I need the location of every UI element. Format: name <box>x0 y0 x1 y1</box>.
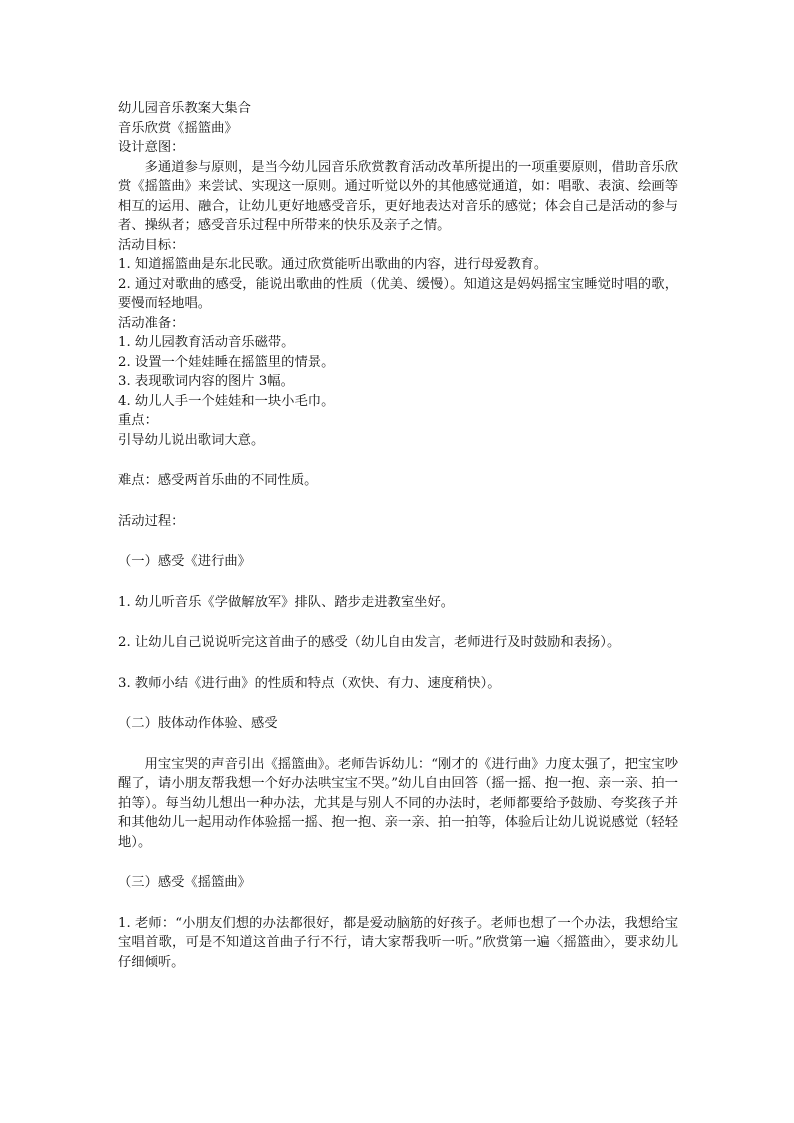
goal-item: 1. 知道摇篮曲是东北民歌。通过欣赏能听出歌曲的内容，进行母爱教育。 <box>118 257 548 272</box>
difficulty-text: 难点：感受两首乐曲的不同性质。 <box>118 473 318 488</box>
section-heading: （三）感受《摇篮曲》 <box>118 875 251 890</box>
section-paragraph: 1. 老师：“小朋友们想的办法都很好，都是爱动脑筋的好孩子。老师也想了一个办法，我想给宝宝唱首歌，可是不知道这首曲子行不行，请大家帮我听一听。”欣赏第一遍〈摇篮曲〉，要求幼儿仔细倾听。 <box>118 915 678 970</box>
spacer <box>118 693 678 714</box>
prep-item: 3. 表现歌词内容的图片 3幅。 <box>118 374 294 389</box>
spacer <box>118 450 678 471</box>
design-heading: 设计意图： <box>118 140 185 155</box>
spacer <box>118 893 678 914</box>
process-item: 3. 教师小结《进行曲》的性质和特点（欢快、有力、速度稍快）。 <box>118 675 501 691</box>
document-subtitle: 音乐欣赏《摇篮曲》 <box>118 120 238 136</box>
section-heading: （一）感受《进行曲》 <box>118 554 251 569</box>
section-heading: （二）肢体动作体验、感受 <box>118 716 278 731</box>
document-page <box>118 99 678 972</box>
prep-heading: 活动准备： <box>118 315 185 331</box>
process-heading: 活动过程： <box>118 513 185 529</box>
goal-item: 2. 通过对歌曲的感受，能说出歌曲的性质（优美、缓慢）。知道这是妈妈摇宝宝睡觉时唱的歌，要慢而轻地唱。 <box>118 276 678 311</box>
section-paragraph: 用宝宝哭的声音引出《摇篮曲》。老师告诉幼儿：“刚才的《进行曲》力度太强了，把宝宝吵醒了，请小朋友帮我想一个好办法哄宝宝不哭。”幼儿自由回答（摇一摇、抱一抱、亲一亲、拍一拍等）。每当幼儿想出一种办法，尤其是与别人不同的办法时，老师都要给予鼓励、夸奖孩子并和其他幼儿一起用动作体验摇一摇、抱一抱、亲一亲、拍一拍等，体验后让幼儿说说感觉（轻轻地）。 <box>118 756 678 850</box>
spacer <box>118 491 678 512</box>
process-item: 1. 幼儿听音乐《学做解放军》排队、踏步走进教室坐好。 <box>118 594 455 610</box>
process-item: 2. 让幼儿自己说说听完这首曲子的感受（幼儿自由发言，老师进行及时鼓励和表扬）。 <box>118 635 621 650</box>
spacer <box>118 852 678 873</box>
design-paragraph: 多通道参与原则，是当今幼儿园音乐欣赏教育活动改革所提出的一项重要原则，借助音乐欣赏《摇篮曲》来尝试、实现这一原则。通过听觉以外的其他感觉通道，如：唱歌、表演、绘画等相互的运用、融合，让幼儿更好地感受音乐，更好地表达对音乐的感觉；体会自己是活动的参与者、操纵者；感受音乐过程中所带来的快乐及亲子之情。 <box>118 159 678 233</box>
prep-item: 4. 幼儿人手一个娃娃和一块小毛巾。 <box>118 393 335 409</box>
goals-heading: 活动目标： <box>118 237 185 253</box>
spacer <box>118 653 678 674</box>
prep-item: 2. 设置一个娃娃睡在摇篮里的情景。 <box>118 354 335 370</box>
key-text: 引导幼儿说出歌词大意。 <box>118 432 265 448</box>
spacer <box>118 734 678 755</box>
key-heading: 重点： <box>118 413 158 428</box>
document-title: 幼儿园音乐教案大集合 <box>118 101 251 116</box>
spacer <box>118 531 678 552</box>
prep-item: 1. 幼儿园教育活动音乐磁带。 <box>118 335 295 350</box>
spacer <box>118 612 678 633</box>
spacer <box>118 572 678 593</box>
